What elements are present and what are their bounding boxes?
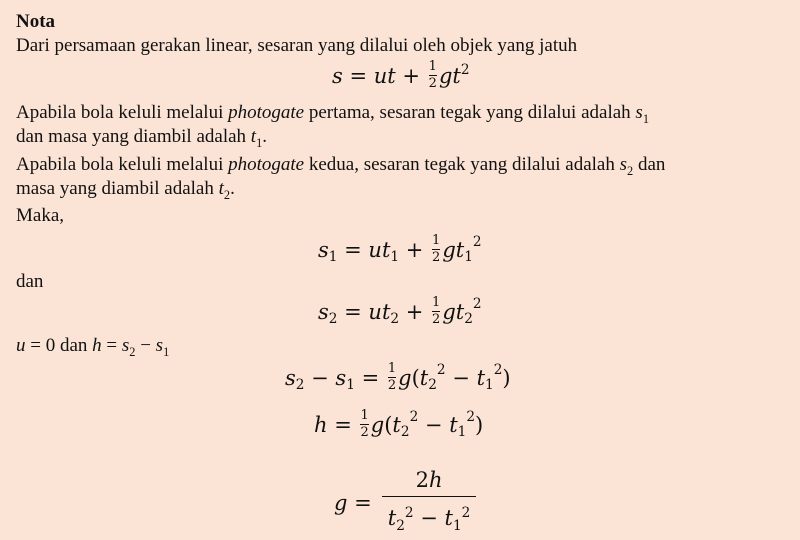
intro-text: Dari persamaan gerakan linear, sesaran yang dilalui oleh objek yang jatuh	[16, 35, 578, 56]
equation-s1: s $_1$ = ut $_1$ + $\frac{1}{2}$ gt $_1$ $^2$	[318, 233, 482, 265]
paragraph-second-gate-line2: masa yang diambil adalah $t_2$.	[16, 178, 235, 202]
maka-text: Maka,	[16, 205, 65, 226]
equation-gravity: g = $\frac{2h}{t_2^2 - t_1^2}$	[334, 466, 476, 540]
paragraph-first-gate-line2: dan masa yang diambil adalah $t_1$.	[16, 126, 267, 150]
note-title: Nota	[16, 11, 56, 32]
paragraph-second-gate: Apabila bola keluli melalui photogate kedua, sesaran tegak yang dilalui adalah $s_2$ dan	[16, 154, 666, 178]
equation-displacement: s = ut + $\frac{1}{2}$ gt $^2$	[332, 59, 470, 91]
paragraph-first-gate: Apabila bola keluli melalui photogate pertama, sesaran tegak yang dilalui adalah $s_1$	[16, 102, 649, 126]
condition-text: u = 0 dan $h = s_2 - s_1$	[16, 335, 170, 359]
equation-difference: s $_2$ − s $_1$ = $\frac{1}{2}$ g ( t $_2$ $^2$ − t $_1$ $^2$ )	[285, 361, 511, 393]
fraction-gravity: $\frac{2h}{t_2^2 - t_1^2}$	[382, 466, 477, 540]
equation-height: h = $\frac{1}{2}$ g ( t $_2$ $^2$ − t $_1$ $^2$ )	[314, 408, 484, 440]
equation-s2: s $_2$ = ut $_2$ + $\frac{1}{2}$ gt $_2$ $^2$	[318, 295, 482, 327]
dan-text: dan	[16, 271, 44, 292]
fraction-half: $\frac{1}{2}$	[428, 59, 437, 91]
